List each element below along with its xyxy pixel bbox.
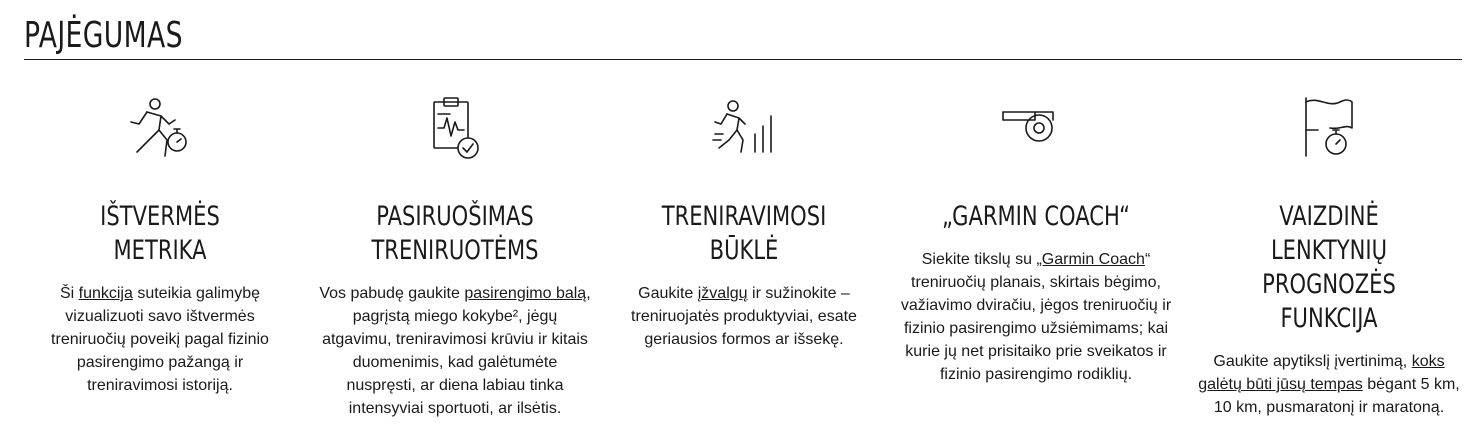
feature-link[interactable]: „Garmin Coach — [1036, 251, 1145, 268]
feature-description: Ši funkcija suteikia galimybę vizualizuoti savo ištvermės treniruočių poveikį pagal fizinio pasirengimo pažangą ir treniravimosi istoriją. — [51, 285, 269, 394]
page-title: PAJĖGUMAS — [24, 15, 183, 56]
clipboard-check-icon — [410, 90, 500, 170]
feature-link[interactable]: įžvalgų — [697, 285, 748, 302]
feature-training-status — [600, 90, 888, 351]
whistle-icon — [991, 90, 1081, 170]
flag-stopwatch-icon — [1284, 90, 1374, 170]
title-divider — [24, 59, 1462, 60]
feature-description: Gaukite apytikslį įvertinimą, koks galėtų būti jūsų tempas bėgant 5 km, 10 km, pusmaratonį ir maratoną. — [1198, 353, 1460, 416]
feature-title: PASIRUOŠIMAS TRENIRUOTĖMS — [371, 201, 539, 266]
feature-training-readiness — [318, 90, 592, 420]
feature-title: VAIZDINĖ LENKTYNIŲ PROGNOZĖS FUNKCIJA — [1262, 201, 1396, 334]
feature-title: „GARMIN COACH“ — [941, 201, 1131, 232]
runner-stopwatch-icon — [115, 90, 205, 170]
feature-garmin-coach — [896, 90, 1176, 386]
feature-link[interactable]: funkcija — [78, 285, 133, 302]
feature-title: IŠTVERMĖS METRIKA — [100, 201, 220, 266]
feature-endurance-metrics — [40, 90, 280, 397]
feature-description: Siekite tikslų su „Garmin Coach“ treniruočių planais, skirtais bėgimo, važiavimo dviračiu, jėgos treniruočių ir fizinio pasirengimo užsiėmimams; kai kurie jų net prisitaiko prie sveikatos ir fizinio pasirengimo rodiklių. — [900, 251, 1172, 383]
feature-description: Gaukite įžvalgų ir sužinokite – treniruojatės produktyviai, esate geriausios formos ar išsekę. — [631, 285, 857, 348]
feature-link[interactable]: koks galėtų būti jūsų tempas — [1198, 353, 1445, 393]
runner-bars-icon — [699, 90, 789, 170]
feature-link[interactable]: pasirengimo balą — [464, 285, 587, 302]
feature-race-predictor — [1196, 90, 1462, 419]
feature-title: TRENIRAVIMOSI BŪKLĖ — [661, 201, 827, 266]
feature-description: Vos pabudę gaukite pasirengimo balą, pagrįstą miego kokybe², jėgų atgavimu, treniravimosi krūviu ir kitais duomenimis, kad galėtumėte nuspręsti, ar diena labiau tinka intensyviai sportuoti, ar ilsėtis. — [319, 285, 591, 417]
